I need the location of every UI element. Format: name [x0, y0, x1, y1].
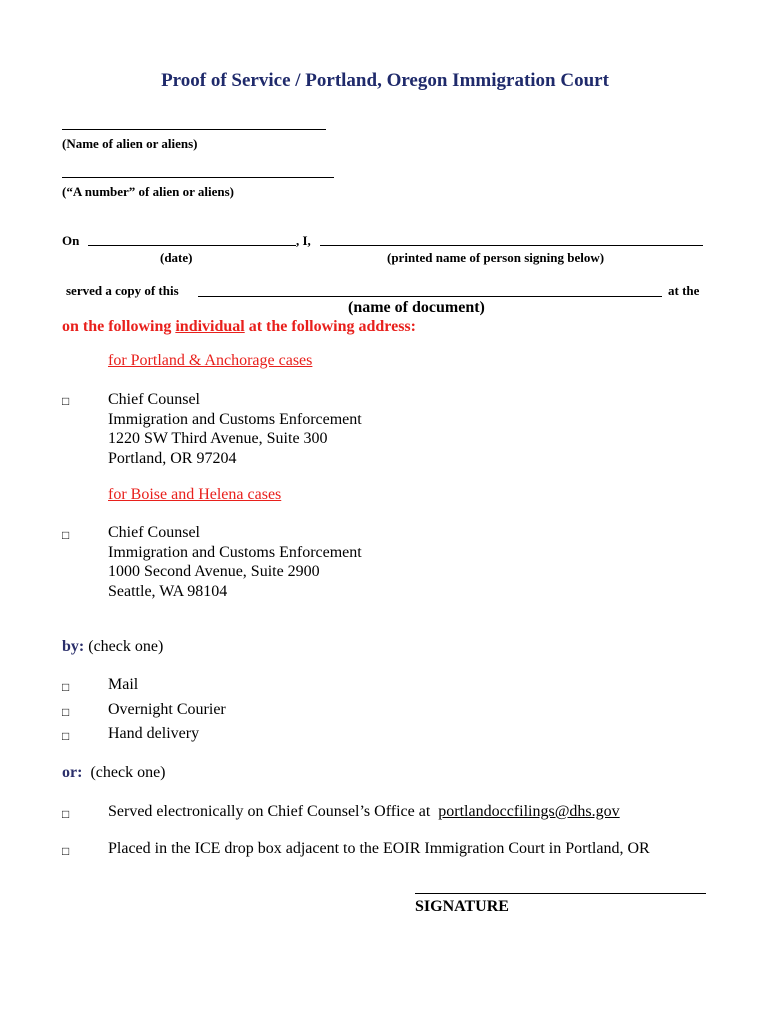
seattle-checkbox[interactable]: □ [62, 528, 70, 542]
portland-address: Chief Counsel Immigration and Customs Enforcement 1220 SW Third Avenue, Suite 300 Portland, OR 97204 [108, 391, 362, 467]
document-name-line[interactable] [198, 296, 662, 297]
document-caption: (name of document) [348, 299, 485, 316]
portland-checkbox[interactable]: □ [62, 394, 70, 408]
electronic-checkbox[interactable]: □ [62, 807, 70, 821]
signature-line[interactable] [415, 893, 706, 894]
or-label: or: [62, 764, 83, 781]
date-line[interactable] [88, 245, 296, 246]
following-individual-heading: on the following individual at the following address: [62, 318, 416, 335]
hand-delivery-checkbox[interactable]: □ [62, 729, 70, 743]
page-title: Proof of Service / Portland, Oregon Immigration Court [161, 70, 609, 91]
alien-name-line[interactable] [62, 129, 326, 130]
printed-name-line[interactable] [320, 245, 703, 246]
email-link[interactable]: portlandoccfilings@dhs.gov [438, 803, 620, 820]
by-label: by: [62, 638, 85, 655]
seattle-address: Chief Counsel Immigration and Customs Enforcement 1000 Second Avenue, Suite 2900 Seattle, WA 98104 [108, 524, 362, 600]
hand-delivery-option: Hand delivery [108, 725, 200, 742]
boise-cases-heading: for Boise and Helena cases [108, 486, 282, 503]
mail-checkbox[interactable]: □ [62, 680, 70, 694]
signature-label: SIGNATURE [415, 898, 509, 915]
courier-checkbox[interactable]: □ [62, 705, 70, 719]
courier-option: Overnight Courier [108, 701, 226, 718]
electronic-option: Served electronically on Chief Counsel’s Office at portlandoccfilings@dhs.gov [108, 803, 620, 820]
at-the-label: at the [668, 283, 700, 298]
date-caption: (date) [160, 250, 193, 265]
on-label: On [62, 233, 80, 248]
or-check-one: (check one) [90, 764, 166, 781]
printed-name-caption: (printed name of person signing below) [387, 250, 605, 265]
portland-cases-heading: for Portland & Anchorage cases [108, 352, 313, 369]
alien-name-caption: (Name of alien or aliens) [62, 136, 198, 151]
by-line [62, 638, 163, 656]
by-check-one: (check one) [88, 638, 164, 655]
a-number-line[interactable] [62, 177, 334, 178]
dropbox-option: Placed in the ICE drop box adjacent to the EOIR Immigration Court in Portland, OR [108, 840, 650, 857]
a-number-caption: (“A number” of alien or aliens) [62, 184, 235, 199]
comma-i-label: , I, [296, 233, 311, 248]
served-copy-label: served a copy of this [66, 283, 179, 298]
individual-word: individual [175, 318, 245, 335]
or-line [62, 764, 166, 782]
dropbox-checkbox[interactable]: □ [62, 844, 70, 858]
mail-option: Mail [108, 676, 139, 693]
